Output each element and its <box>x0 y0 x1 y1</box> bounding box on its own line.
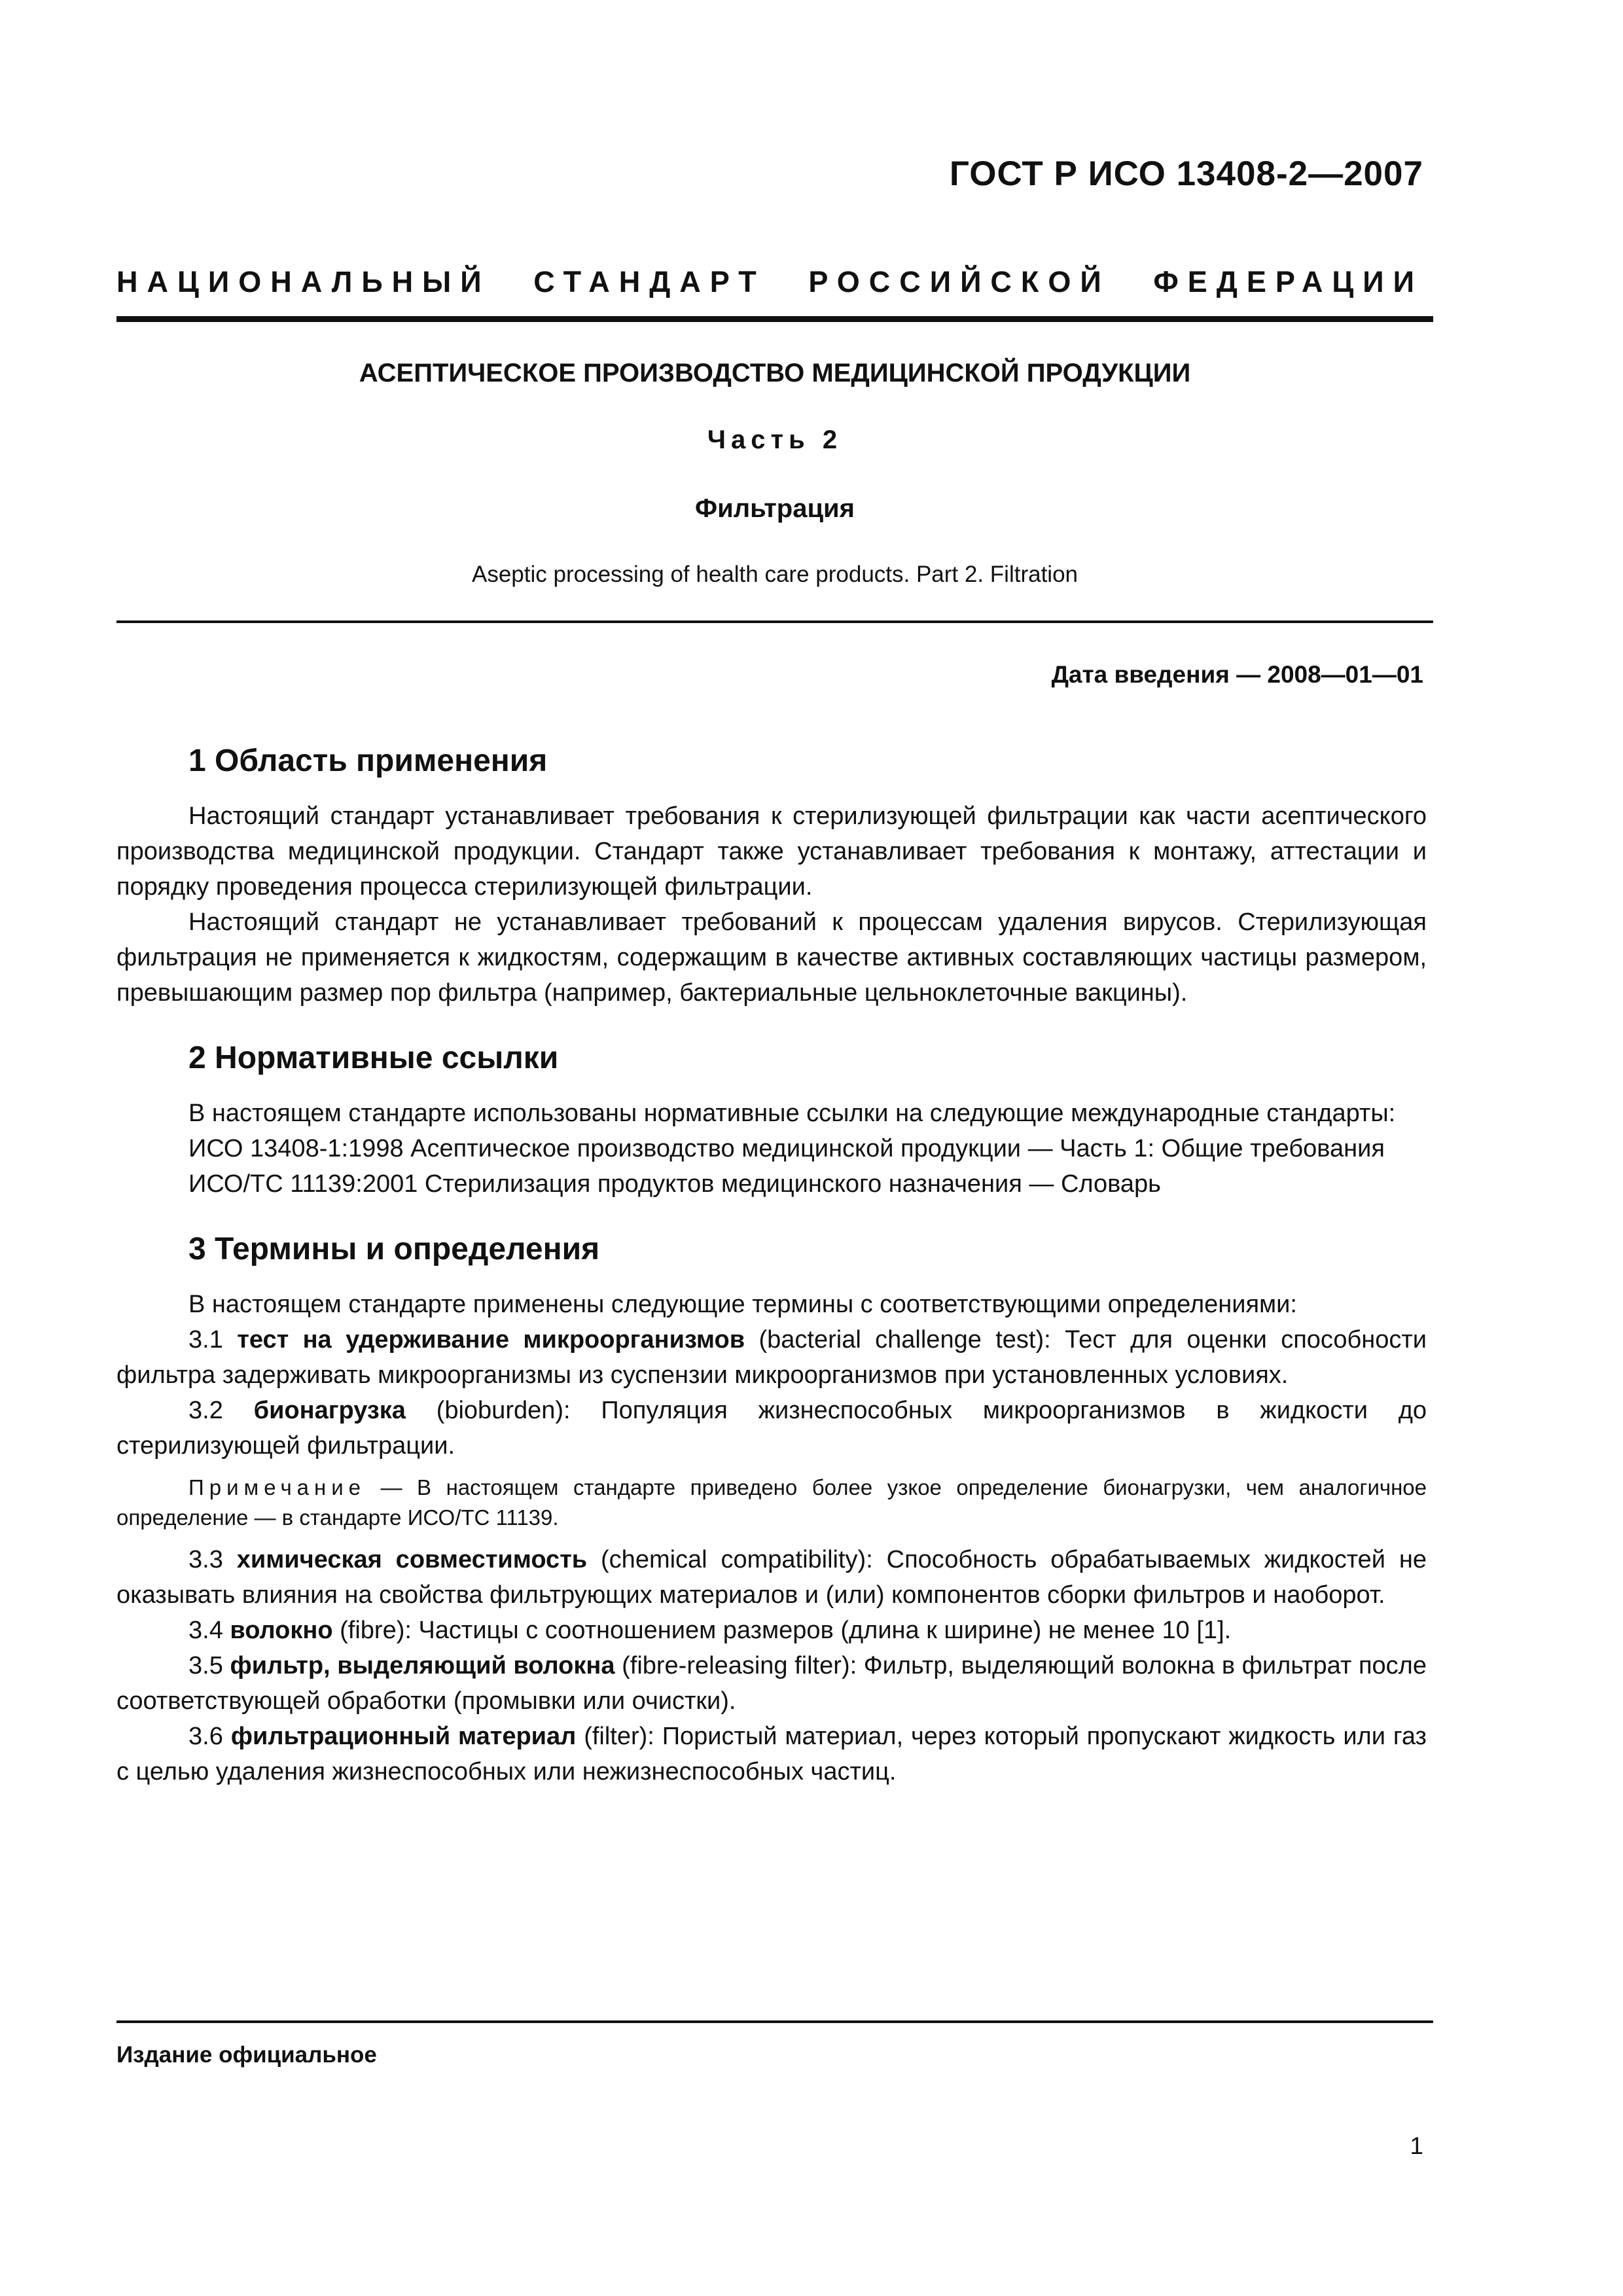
paragraph: Настоящий стандарт устанавливает требования к стерилизующей фильтрации как части асептического производства медицинской продукции. Стандарт также устанавливает требования к монтажу, аттестации и порядку проведения процесса стерилизующей фильтрации. <box>116 802 1427 901</box>
standard-subtitle: Фильтрация <box>694 494 855 523</box>
term-name: фильтрационный материал <box>230 1723 577 1750</box>
term-number: 3.6 <box>188 1723 223 1750</box>
note-label: Примечание <box>188 1475 366 1499</box>
term-text: (fibre): Частицы с соотношением размеров (длина к ширине) не менее 10 [1]. <box>332 1617 1232 1644</box>
title-divider <box>116 620 1433 623</box>
term-number: 3.4 <box>188 1617 223 1644</box>
term-text: (filter): Пористый материал, через который пропускают жидкость или газ с целью удаления жизнеспособных или нежизнеспособных частиц. <box>116 1723 1427 1785</box>
section-heading-references: 2 Нормативные ссылки <box>188 1041 559 1075</box>
term-number: 3.2 <box>188 1397 223 1424</box>
header-divider <box>116 316 1433 322</box>
english-title: Aseptic processing of health care products. Part 2. Filtration <box>471 562 1078 587</box>
term-definition <box>116 1542 1427 1613</box>
term-name: фильтр, выделяющий волокна <box>230 1652 615 1679</box>
part-label: Часть 2 <box>707 425 843 454</box>
document-body <box>116 738 1427 1789</box>
section-heading-scope: 1 Область применения <box>188 744 548 778</box>
term-name: бионагрузка <box>253 1397 406 1424</box>
paragraph: В настоящем стандарте использованы нормативные ссылки на следующие международные стандарты: <box>188 1100 1396 1127</box>
paragraph: В настоящем стандарте применены следующие термины с соответствующими определениями: <box>188 1291 1297 1318</box>
term-definition <box>116 1648 1427 1719</box>
note-text: — В настоящем стандарте приведено более узкое определение бионагрузки, чем аналогичное определение — в стандарте ИСО/ТС 11139. <box>116 1475 1427 1530</box>
term-number: 3.5 <box>188 1652 223 1679</box>
term-number: 3.3 <box>188 1546 223 1573</box>
term-text: (bioburden): Популяция жизнеспособных микроорганизмов в жидкости до стерилизующей фильтрации. <box>116 1397 1427 1460</box>
term-text: (fibre-releasing filter): Фильтр, выделяющий волокна в фильтрат после соответствующей обработки (промывки или очистки). <box>116 1652 1427 1715</box>
term-definition <box>116 1322 1427 1393</box>
term-name: волокно <box>230 1617 333 1644</box>
note <box>116 1473 1427 1533</box>
term-text: (chemical compatibility): Способность обрабатываемых жидкостей не оказывать влияния на свойства фильтрующих материалов и (или) компонентов сборки фильтров и наоборот. <box>116 1546 1427 1609</box>
effective-date: Дата введения — 2008—01—01 <box>1051 661 1423 688</box>
reference-item: ИСО/ТС 11139:2001 Стерилизация продуктов медицинского назначения — Словарь <box>188 1170 1161 1198</box>
term-name: химическая совместимость <box>236 1546 588 1573</box>
national-standard-title: НАЦИОНАЛЬНЫЙ СТАНДАРТ РОССИЙСКОЙ ФЕДЕРАЦИИ <box>116 265 1423 298</box>
standard-title: АСЕПТИЧЕСКОЕ ПРОИЗВОДСТВО МЕДИЦИНСКОЙ ПРОДУКЦИИ <box>359 359 1191 387</box>
page-number: 1 <box>1410 2132 1423 2159</box>
reference-item: ИСО 13408-1:1998 Асептическое производство медицинской продукции — Часть 1: Общие требования <box>188 1135 1385 1162</box>
term-definition <box>116 1613 1427 1648</box>
document-number: ГОСТ Р ИСО 13408-2—2007 <box>949 154 1423 193</box>
footer-divider <box>116 2020 1433 2023</box>
term-number: 3.1 <box>188 1326 223 1354</box>
term-name: тест на удерживание микроорганизмов <box>237 1326 745 1354</box>
term-definition <box>116 1393 1427 1463</box>
term-text: (bacterial challenge test): Тест для оценки способности фильтра задерживать микроорганизмы из суспензии микроорганизмов при установленных условиях. <box>116 1326 1427 1389</box>
paragraph: Настоящий стандарт не устанавливает требований к процессам удаления вирусов. Стерилизующая фильтрация не применяется к жидкостям, содержащим в качестве активных составляющих частицы размером, превышающим размер пор фильтра (например, бактериальные цельноклеточные вакцины). <box>116 908 1427 1007</box>
section-heading-terms: 3 Термины и определения <box>188 1232 600 1266</box>
official-edition-label: Издание официальное <box>116 2042 377 2068</box>
term-definition <box>116 1719 1427 1789</box>
